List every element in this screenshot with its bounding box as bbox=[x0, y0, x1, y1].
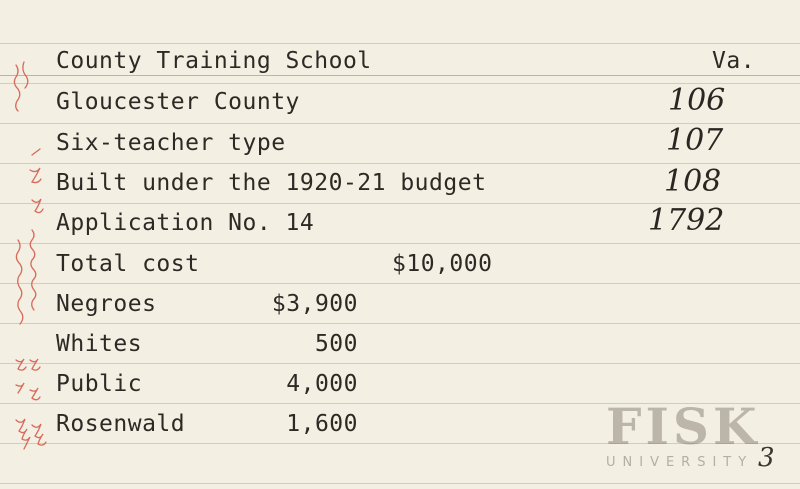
header-red-rule bbox=[0, 75, 800, 76]
red-margin-annotations bbox=[2, 60, 52, 480]
negroes-label: Negroes bbox=[56, 291, 157, 317]
school-type-line: Six-teacher type bbox=[56, 130, 286, 156]
total-cost-label: Total cost bbox=[56, 251, 200, 277]
state-abbreviation: Va. bbox=[712, 48, 756, 74]
whites-label: Whites bbox=[56, 331, 143, 357]
whites-amount: 500 bbox=[314, 331, 358, 357]
county-line: Gloucester County bbox=[56, 89, 300, 115]
negroes-amount: $3,900 bbox=[271, 291, 358, 317]
public-label: Public bbox=[56, 371, 143, 397]
budget-line: Built under the 1920-21 budget bbox=[56, 170, 487, 196]
total-cost-amount: $10,000 bbox=[392, 251, 493, 277]
handwritten-number-application: 1792 bbox=[648, 203, 725, 238]
handwritten-corner-mark: 3 bbox=[758, 443, 775, 473]
handwritten-number-county: 106 bbox=[668, 83, 726, 118]
rosenwald-label: Rosenwald bbox=[56, 411, 186, 437]
handwritten-number-budget: 108 bbox=[664, 164, 722, 199]
handwritten-number-type: 107 bbox=[666, 123, 724, 158]
school-title: County Training School bbox=[56, 48, 372, 74]
public-amount: 4,000 bbox=[286, 371, 358, 397]
application-line: Application No. 14 bbox=[56, 210, 315, 236]
rosenwald-amount: 1,600 bbox=[286, 411, 358, 437]
logo-subtitle: UNIVERSITY bbox=[606, 455, 754, 470]
logo-wordmark: FISK bbox=[606, 397, 761, 456]
